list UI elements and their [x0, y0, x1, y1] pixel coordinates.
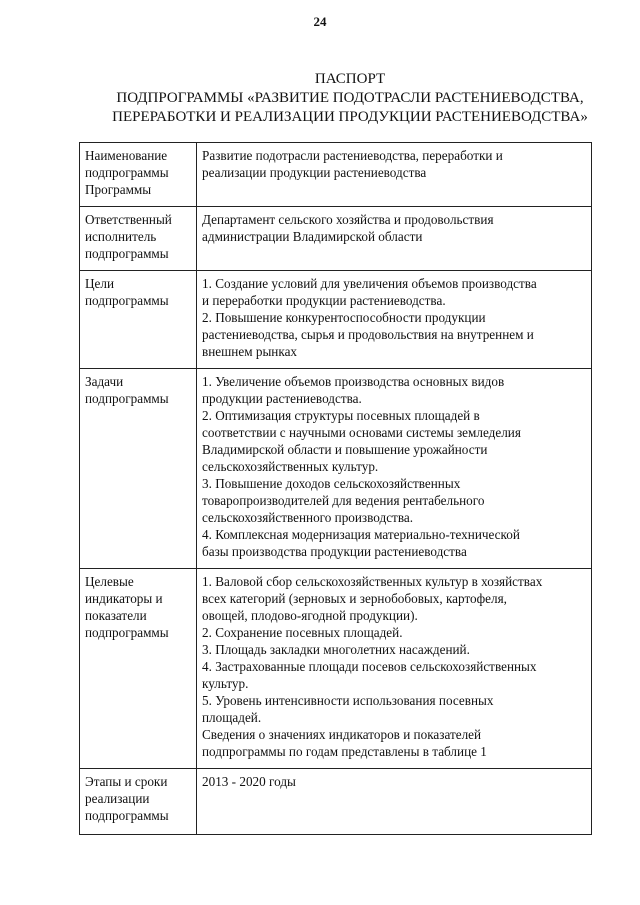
row-value-line: Владимирской области и повышение урожайности — [202, 442, 488, 457]
row-value-line: растениеводства, сырья и продовольствия на внутреннем и — [202, 327, 534, 342]
row-label-line: Программы — [85, 182, 152, 197]
row-value-line: продукции растениеводства. — [202, 391, 362, 406]
row-value-cell — [197, 271, 592, 369]
row-value-line: 4. Застрахованные площади посевов сельскохозяйственных — [202, 659, 537, 674]
row-label-line: Ответственный — [85, 212, 172, 227]
row-value-line: культур. — [202, 676, 249, 691]
title-line-1: ПАСПОРТ — [314, 71, 386, 87]
row-label-line: подпрограммы — [85, 165, 169, 180]
title-line-3: ПЕРЕРАБОТКИ И РЕАЛИЗАЦИИ ПРОДУКЦИИ РАСТЕНИЕВОДСТВА» — [112, 109, 588, 125]
page-number: 24 — [313, 14, 327, 29]
row-label-line: исполнитель — [85, 229, 157, 244]
row-value-line: внешнем рынках — [202, 344, 298, 359]
row-value-line: сельскохозяйственного производства. — [202, 510, 414, 525]
table-row — [80, 271, 592, 369]
table-row — [80, 143, 592, 207]
row-value-line: площадей. — [202, 710, 262, 725]
table-row — [80, 369, 592, 569]
row-label-cell — [80, 143, 197, 207]
row-value-cell — [197, 207, 592, 271]
row-value-line: 3. Площадь закладки многолетних насаждений. — [202, 642, 470, 657]
row-value-line: 1. Увеличение объемов производства основных видов — [202, 374, 505, 389]
row-value-cell — [197, 143, 592, 207]
row-value-line: 2. Сохранение посевных площадей. — [202, 625, 403, 640]
row-label-line: Задачи — [85, 374, 124, 389]
table-row — [80, 207, 592, 271]
row-label-line: подпрограммы — [85, 625, 169, 640]
row-label-line: реализации — [85, 791, 150, 806]
row-value-line: 2013 - 2020 годы — [202, 774, 296, 789]
passport-table — [79, 142, 592, 835]
document-title — [90, 70, 610, 127]
row-value-line: всех категорий (зерновых и зернобобовых, картофеля, — [202, 591, 507, 606]
row-label-line: Целевые — [85, 574, 134, 589]
row-value-line: Сведения о значениях индикаторов и показателей — [202, 727, 482, 742]
row-label-line: подпрограммы — [85, 246, 169, 261]
row-label-line: индикаторы и — [85, 591, 163, 606]
table-row — [80, 769, 592, 835]
row-value-line: администрации Владимирской области — [202, 229, 423, 244]
title-line-2: ПОДПРОГРАММЫ «РАЗВИТИЕ ПОДОТРАСЛИ РАСТЕНИЕВОДСТВА, — [116, 90, 584, 106]
row-value-line: соответствии с научными основами системы земледелия — [202, 425, 521, 440]
row-label-line: Этапы и сроки — [85, 774, 168, 789]
row-label-line: подпрограммы — [85, 808, 169, 823]
row-label-cell — [80, 271, 197, 369]
row-value-line: 1. Создание условий для увеличения объемов производства — [202, 276, 537, 291]
row-value-cell — [197, 369, 592, 569]
row-value-cell — [197, 569, 592, 769]
row-label-cell — [80, 569, 197, 769]
row-value-line: Развитие подотрасли растениеводства, переработки и — [202, 148, 503, 163]
row-value-line: 3. Повышение доходов сельскохозяйственных — [202, 476, 461, 491]
row-value-line: 1. Валовой сбор сельскохозяйственных культур в хозяйствах — [202, 574, 543, 589]
row-value-line: 5. Уровень интенсивности использования посевных — [202, 693, 494, 708]
row-label-line: показатели — [85, 608, 147, 623]
row-label-cell — [80, 207, 197, 271]
row-label-cell — [80, 769, 197, 835]
row-label-cell — [80, 369, 197, 569]
row-value-line: товаропроизводителей для ведения рентабельного — [202, 493, 485, 508]
row-value-line: подпрограммы по годам представлены в таблице 1 — [202, 744, 487, 759]
row-value-cell — [197, 769, 592, 835]
row-label-line: подпрограммы — [85, 391, 169, 406]
row-value-line: Департамент сельского хозяйства и продовольствия — [202, 212, 494, 227]
row-value-line: 4. Комплексная модернизация материально-технической — [202, 527, 520, 542]
row-value-line: и переработки продукции растениеводства. — [202, 293, 446, 308]
row-value-line: сельскохозяйственных культур. — [202, 459, 379, 474]
row-value-line: реализации продукции растениеводства — [202, 165, 427, 180]
row-label-line: подпрограммы — [85, 293, 169, 308]
table-row — [80, 569, 592, 769]
row-value-line: базы производства продукции растениеводства — [202, 544, 467, 559]
row-value-line: 2. Повышение конкурентоспособности продукции — [202, 310, 486, 325]
row-value-line: овощей, плодово-ягодной продукции). — [202, 608, 418, 623]
row-label-line: Цели — [85, 276, 115, 291]
row-label-line: Наименование — [85, 148, 168, 163]
row-value-line: 2. Оптимизация структуры посевных площадей в — [202, 408, 480, 423]
